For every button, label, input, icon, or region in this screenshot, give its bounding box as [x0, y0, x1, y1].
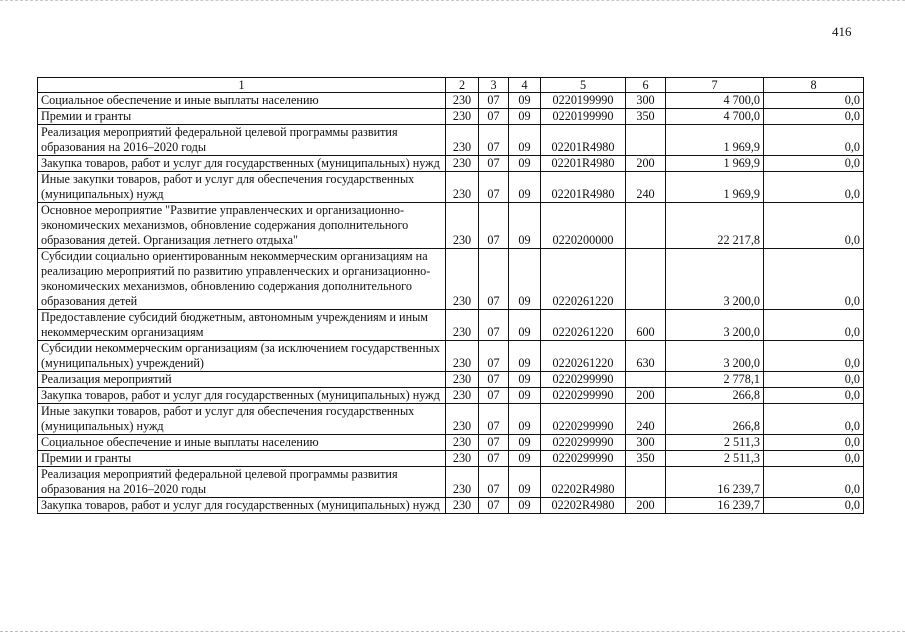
column-header: 6 [626, 78, 666, 93]
row-amount2-cell: 0,0 [764, 467, 864, 498]
row-target-article-cell: 02201R4980 [541, 156, 626, 172]
row-ved-cell: 230 [446, 125, 479, 156]
row-subsection-cell: 09 [509, 109, 541, 125]
column-header: 1 [38, 78, 446, 93]
table-row [38, 404, 864, 435]
row-target-article-cell: 0220299990 [541, 435, 626, 451]
row-expense-type-cell: 300 [626, 93, 666, 109]
row-name-cell: Закупка товаров, работ и услуг для государственных (муниципальных) нужд [38, 498, 446, 514]
row-name-cell: Реализация мероприятий федеральной целевой программы развития образования на 2016–2020 годы [38, 125, 446, 156]
row-amount2-cell: 0,0 [764, 372, 864, 388]
table-row [38, 467, 864, 498]
row-expense-type-cell: 600 [626, 310, 666, 341]
row-expense-type-cell: 200 [626, 498, 666, 514]
row-target-article-cell: 0220199990 [541, 93, 626, 109]
row-target-article-cell: 02201R4980 [541, 125, 626, 156]
column-header: 5 [541, 78, 626, 93]
row-ved-cell: 230 [446, 310, 479, 341]
column-header: 2 [446, 78, 479, 93]
row-amount-cell: 4 700,0 [666, 109, 764, 125]
row-section-cell: 07 [479, 435, 509, 451]
row-section-cell: 07 [479, 372, 509, 388]
row-expense-type-cell: 240 [626, 404, 666, 435]
row-ved-cell: 230 [446, 404, 479, 435]
row-section-cell: 07 [479, 109, 509, 125]
row-ved-cell: 230 [446, 203, 479, 249]
row-target-article-cell: 0220200000 [541, 203, 626, 249]
row-target-article-cell: 0220261220 [541, 249, 626, 310]
row-name-cell: Социальное обеспечение и иные выплаты населению [38, 93, 446, 109]
table-row [38, 341, 864, 372]
row-section-cell: 07 [479, 310, 509, 341]
row-section-cell: 07 [479, 172, 509, 203]
row-amount2-cell: 0,0 [764, 249, 864, 310]
row-subsection-cell: 09 [509, 172, 541, 203]
row-subsection-cell: 09 [509, 203, 541, 249]
row-amount-cell: 1 969,9 [666, 172, 764, 203]
row-target-article-cell: 0220299990 [541, 451, 626, 467]
row-section-cell: 07 [479, 498, 509, 514]
row-expense-type-cell [626, 203, 666, 249]
row-section-cell: 07 [479, 156, 509, 172]
row-expense-type-cell [626, 372, 666, 388]
row-section-cell: 07 [479, 203, 509, 249]
row-ved-cell: 230 [446, 109, 479, 125]
row-ved-cell: 230 [446, 172, 479, 203]
row-amount-cell: 22 217,8 [666, 203, 764, 249]
row-amount2-cell: 0,0 [764, 172, 864, 203]
row-name-cell: Субсидии социально ориентированным некоммерческим организациям на реализацию мероприятий по развитию управленческих и организационно-экономических механизмов, обновлению содержания дополнительного образования детей [38, 249, 446, 310]
row-name-cell: Социальное обеспечение и иные выплаты населению [38, 435, 446, 451]
row-amount2-cell: 0,0 [764, 404, 864, 435]
row-target-article-cell: 0220261220 [541, 341, 626, 372]
row-subsection-cell: 09 [509, 249, 541, 310]
row-amount-cell: 1 969,9 [666, 125, 764, 156]
row-section-cell: 07 [479, 451, 509, 467]
row-subsection-cell: 09 [509, 372, 541, 388]
row-amount-cell: 4 700,0 [666, 93, 764, 109]
row-target-article-cell: 02201R4980 [541, 172, 626, 203]
row-amount2-cell: 0,0 [764, 125, 864, 156]
table-row [38, 372, 864, 388]
table-row [38, 435, 864, 451]
row-expense-type-cell [626, 125, 666, 156]
table-row [38, 125, 864, 156]
table-row [38, 156, 864, 172]
row-subsection-cell: 09 [509, 404, 541, 435]
row-amount-cell: 2 778,1 [666, 372, 764, 388]
row-expense-type-cell: 630 [626, 341, 666, 372]
table-row [38, 249, 864, 310]
table-row [38, 310, 864, 341]
row-expense-type-cell: 200 [626, 388, 666, 404]
row-target-article-cell: 0220299990 [541, 388, 626, 404]
row-ved-cell: 230 [446, 435, 479, 451]
table-row [38, 172, 864, 203]
row-target-article-cell: 0220299990 [541, 404, 626, 435]
row-name-cell: Субсидии некоммерческим организациям (за исключением государственных (муниципальных) учреждений) [38, 341, 446, 372]
table-row [38, 388, 864, 404]
row-ved-cell: 230 [446, 498, 479, 514]
row-expense-type-cell: 200 [626, 156, 666, 172]
row-name-cell: Премии и гранты [38, 109, 446, 125]
table-row [38, 109, 864, 125]
row-target-article-cell: 02202R4980 [541, 467, 626, 498]
budget-table-container [37, 77, 863, 514]
row-subsection-cell: 09 [509, 156, 541, 172]
row-section-cell: 07 [479, 388, 509, 404]
row-amount2-cell: 0,0 [764, 498, 864, 514]
row-amount2-cell: 0,0 [764, 451, 864, 467]
row-target-article-cell: 0220261220 [541, 310, 626, 341]
row-amount2-cell: 0,0 [764, 341, 864, 372]
row-amount2-cell: 0,0 [764, 388, 864, 404]
row-amount-cell: 16 239,7 [666, 498, 764, 514]
row-subsection-cell: 09 [509, 341, 541, 372]
column-header: 4 [509, 78, 541, 93]
table-row [38, 203, 864, 249]
row-subsection-cell: 09 [509, 125, 541, 156]
row-amount-cell: 3 200,0 [666, 341, 764, 372]
row-target-article-cell: 0220199990 [541, 109, 626, 125]
row-amount-cell: 3 200,0 [666, 310, 764, 341]
row-name-cell: Реализация мероприятий [38, 372, 446, 388]
row-amount-cell: 2 511,3 [666, 451, 764, 467]
row-name-cell: Иные закупки товаров, работ и услуг для обеспечения государственных (муниципальных) нужд [38, 172, 446, 203]
row-target-article-cell: 0220299990 [541, 372, 626, 388]
row-amount-cell: 1 969,9 [666, 156, 764, 172]
row-subsection-cell: 09 [509, 93, 541, 109]
row-section-cell: 07 [479, 93, 509, 109]
row-expense-type-cell: 350 [626, 109, 666, 125]
table-row [38, 451, 864, 467]
row-subsection-cell: 09 [509, 498, 541, 514]
row-subsection-cell: 09 [509, 467, 541, 498]
column-header: 8 [764, 78, 864, 93]
row-ved-cell: 230 [446, 341, 479, 372]
row-section-cell: 07 [479, 341, 509, 372]
row-amount2-cell: 0,0 [764, 93, 864, 109]
row-amount-cell: 16 239,7 [666, 467, 764, 498]
row-name-cell: Предоставление субсидий бюджетным, автономным учреждениям и иным некоммерческим организациям [38, 310, 446, 341]
row-target-article-cell: 02202R4980 [541, 498, 626, 514]
row-amount2-cell: 0,0 [764, 435, 864, 451]
row-section-cell: 07 [479, 249, 509, 310]
row-subsection-cell: 09 [509, 451, 541, 467]
table-row [38, 93, 864, 109]
table-body [38, 78, 864, 514]
row-subsection-cell: 09 [509, 435, 541, 451]
scan-artifact-top [0, 0, 905, 3]
row-ved-cell: 230 [446, 156, 479, 172]
table-row [38, 498, 864, 514]
row-ved-cell: 230 [446, 93, 479, 109]
row-amount2-cell: 0,0 [764, 203, 864, 249]
row-amount2-cell: 0,0 [764, 310, 864, 341]
row-name-cell: Премии и гранты [38, 451, 446, 467]
column-header: 7 [666, 78, 764, 93]
row-ved-cell: 230 [446, 451, 479, 467]
page-number: 416 [832, 24, 852, 39]
row-section-cell: 07 [479, 404, 509, 435]
row-expense-type-cell: 350 [626, 451, 666, 467]
scan-artifact-bottom [0, 631, 905, 634]
column-header: 3 [479, 78, 509, 93]
row-ved-cell: 230 [446, 249, 479, 310]
row-expense-type-cell [626, 249, 666, 310]
row-expense-type-cell [626, 467, 666, 498]
budget-table [37, 77, 864, 514]
row-ved-cell: 230 [446, 467, 479, 498]
row-expense-type-cell: 240 [626, 172, 666, 203]
table-header-row [38, 78, 864, 93]
row-expense-type-cell: 300 [626, 435, 666, 451]
row-name-cell: Закупка товаров, работ и услуг для государственных (муниципальных) нужд [38, 388, 446, 404]
row-name-cell: Реализация мероприятий федеральной целевой программы развития образования на 2016–2020 годы [38, 467, 446, 498]
row-section-cell: 07 [479, 467, 509, 498]
row-name-cell: Основное мероприятие "Развитие управленческих и организационно-экономических механизмов, обновление содержания дополнительного образования детей. Организация летнего отдыха" [38, 203, 446, 249]
row-amount2-cell: 0,0 [764, 109, 864, 125]
row-amount2-cell: 0,0 [764, 156, 864, 172]
row-name-cell: Иные закупки товаров, работ и услуг для обеспечения государственных (муниципальных) нужд [38, 404, 446, 435]
row-section-cell: 07 [479, 125, 509, 156]
row-ved-cell: 230 [446, 388, 479, 404]
row-subsection-cell: 09 [509, 388, 541, 404]
row-ved-cell: 230 [446, 372, 479, 388]
row-amount-cell: 266,8 [666, 388, 764, 404]
row-amount-cell: 266,8 [666, 404, 764, 435]
row-amount-cell: 3 200,0 [666, 249, 764, 310]
row-amount-cell: 2 511,3 [666, 435, 764, 451]
row-subsection-cell: 09 [509, 310, 541, 341]
row-name-cell: Закупка товаров, работ и услуг для государственных (муниципальных) нужд [38, 156, 446, 172]
